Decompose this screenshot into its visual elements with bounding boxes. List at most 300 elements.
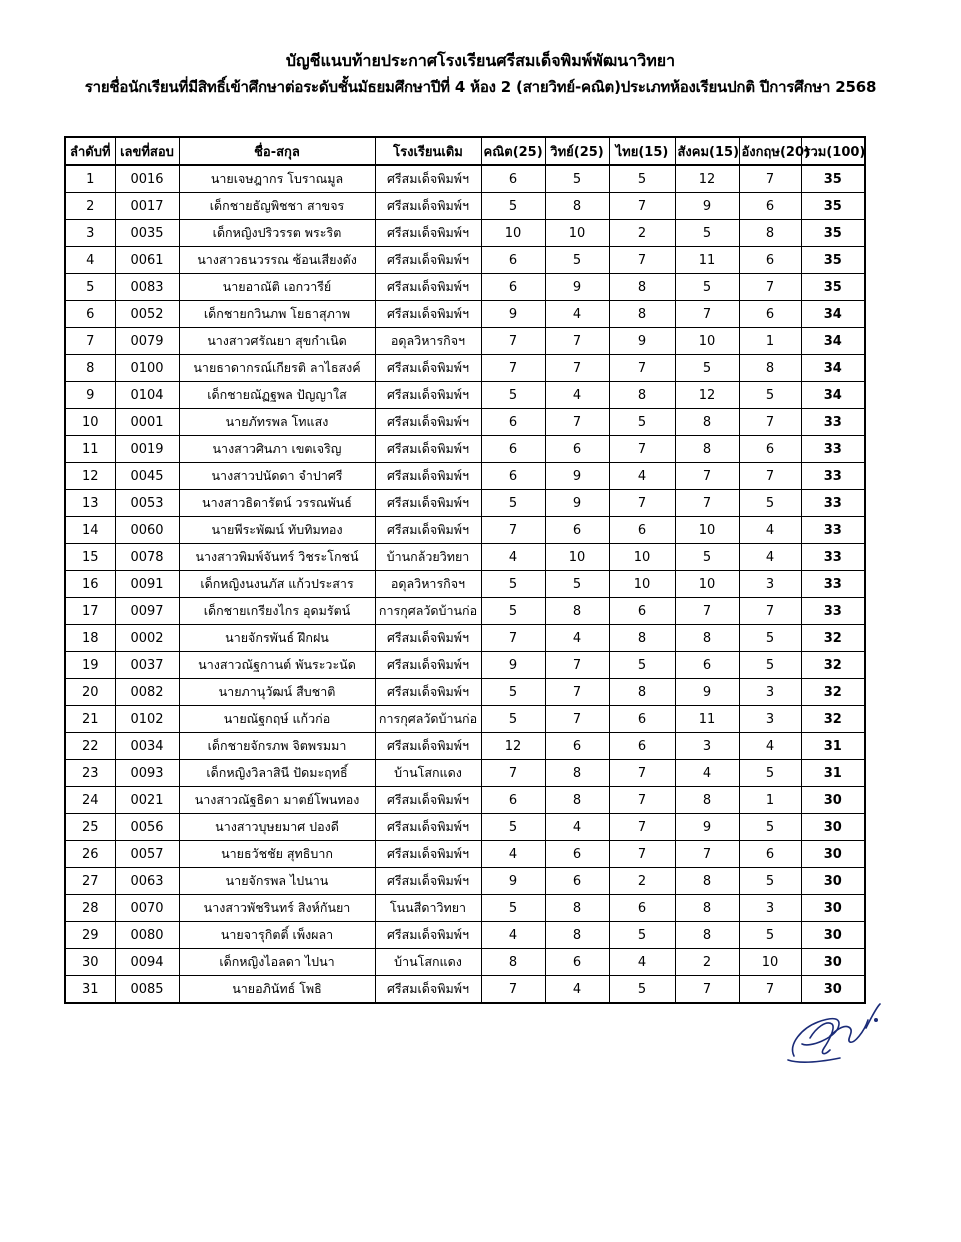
score-thai-cell: 10 [609,544,675,571]
table-row [65,841,865,868]
score-social-cell: 8 [675,868,739,895]
row-number-cell: 12 [65,463,115,490]
score-math-cell: 5 [481,814,545,841]
exam-number-cell: 0056 [115,814,179,841]
score-math-cell: 6 [481,787,545,814]
score-social-cell: 8 [675,436,739,463]
score-thai-cell: 7 [609,490,675,517]
score-math-cell: 8 [481,949,545,976]
student-name-cell: นายณัฐกฤษ์ แก้วก่อ [179,706,375,733]
score-science-cell: 8 [545,787,609,814]
score-thai-cell: 7 [609,814,675,841]
table-row [65,355,865,382]
previous-school-cell: ศรีสมเด็จพิมพ์ฯ [375,976,481,1004]
score-thai-cell: 2 [609,220,675,247]
row-number-cell: 22 [65,733,115,760]
signature-mark [780,998,890,1068]
score-social-cell: 10 [675,517,739,544]
score-thai-cell: 6 [609,517,675,544]
exam-number-cell: 0045 [115,463,179,490]
table-row [65,220,865,247]
score-math-cell: 5 [481,571,545,598]
score-math-cell: 6 [481,165,545,193]
score-total-cell: 30 [801,976,865,1004]
score-english-cell: 6 [739,841,801,868]
score-math-cell: 5 [481,193,545,220]
exam-number-cell: 0080 [115,922,179,949]
exam-number-cell: 0100 [115,355,179,382]
student-name-cell: นางสาวบุษยมาศ ปองดี [179,814,375,841]
previous-school-cell: ศรีสมเด็จพิมพ์ฯ [375,274,481,301]
score-thai-cell: 5 [609,976,675,1004]
score-science-cell: 6 [545,841,609,868]
score-thai-cell: 5 [609,409,675,436]
score-science-cell: 7 [545,652,609,679]
score-math-cell: 9 [481,652,545,679]
table-row [65,679,865,706]
table-row [65,328,865,355]
score-total-cell: 34 [801,382,865,409]
row-number-cell: 21 [65,706,115,733]
student-name-cell: นายอภินัทธ์ โพธิ [179,976,375,1004]
score-english-cell: 6 [739,247,801,274]
exam-number-cell: 0016 [115,165,179,193]
exam-number-cell: 0057 [115,841,179,868]
score-science-cell: 6 [545,949,609,976]
exam-number-cell: 0052 [115,301,179,328]
previous-school-cell: ศรีสมเด็จพิมพ์ฯ [375,165,481,193]
row-number-cell: 16 [65,571,115,598]
student-name-cell: นายธาดากรณ์เกียรติ ลาไธสงค์ [179,355,375,382]
score-english-cell: 6 [739,301,801,328]
exam-number-cell: 0083 [115,274,179,301]
row-number-cell: 4 [65,247,115,274]
score-science-cell: 9 [545,274,609,301]
previous-school-cell: ศรีสมเด็จพิมพ์ฯ [375,436,481,463]
score-thai-cell: 7 [609,787,675,814]
exam-number-cell: 0102 [115,706,179,733]
score-science-cell: 6 [545,517,609,544]
score-social-cell: 2 [675,949,739,976]
score-thai-cell: 5 [609,922,675,949]
previous-school-cell: ศรีสมเด็จพิมพ์ฯ [375,247,481,274]
column-header: คณิต(25) [481,137,545,165]
exam-number-cell: 0035 [115,220,179,247]
exam-number-cell: 0082 [115,679,179,706]
score-social-cell: 10 [675,328,739,355]
previous-school-cell: ศรีสมเด็จพิมพ์ฯ [375,220,481,247]
score-thai-cell: 8 [609,679,675,706]
exam-number-cell: 0079 [115,328,179,355]
score-thai-cell: 7 [609,841,675,868]
score-total-cell: 32 [801,706,865,733]
score-social-cell: 8 [675,409,739,436]
score-science-cell: 5 [545,165,609,193]
row-number-cell: 20 [65,679,115,706]
previous-school-cell: ศรีสมเด็จพิมพ์ฯ [375,922,481,949]
exam-number-cell: 0070 [115,895,179,922]
table-row [65,193,865,220]
previous-school-cell: การกุศลวัดบ้านก่อ [375,598,481,625]
student-name-cell: นายพีระพัฒน์ ทับทิมทอง [179,517,375,544]
column-header: สังคม(15) [675,137,739,165]
previous-school-cell: โนนสีดาวิทยา [375,895,481,922]
row-number-cell: 3 [65,220,115,247]
score-total-cell: 35 [801,274,865,301]
student-name-cell: นางสาวปนัดดา จำปาศรี [179,463,375,490]
exam-number-cell: 0061 [115,247,179,274]
previous-school-cell: ศรีสมเด็จพิมพ์ฯ [375,814,481,841]
table-row [65,409,865,436]
score-science-cell: 8 [545,922,609,949]
score-total-cell: 30 [801,868,865,895]
exam-number-cell: 0019 [115,436,179,463]
score-math-cell: 4 [481,841,545,868]
column-header: โรงเรียนเดิม [375,137,481,165]
student-name-cell: นายภานุวัฒน์ สืบชาติ [179,679,375,706]
student-name-cell: นางสาวธนวรรณ ซ้อนเสียงดัง [179,247,375,274]
score-science-cell: 8 [545,760,609,787]
score-social-cell: 8 [675,895,739,922]
score-english-cell: 4 [739,733,801,760]
score-social-cell: 5 [675,544,739,571]
score-total-cell: 32 [801,652,865,679]
score-thai-cell: 9 [609,328,675,355]
score-math-cell: 7 [481,976,545,1004]
score-social-cell: 10 [675,571,739,598]
score-total-cell: 35 [801,220,865,247]
previous-school-cell: ศรีสมเด็จพิมพ์ฯ [375,382,481,409]
student-name-cell: นายจักรพล ไปนาน [179,868,375,895]
score-math-cell: 6 [481,436,545,463]
table-row [65,517,865,544]
student-name-cell: นายภัทรพล โทแสง [179,409,375,436]
score-thai-cell: 8 [609,382,675,409]
score-science-cell: 8 [545,895,609,922]
score-science-cell: 6 [545,436,609,463]
score-science-cell: 6 [545,868,609,895]
score-thai-cell: 7 [609,760,675,787]
row-number-cell: 8 [65,355,115,382]
student-name-cell: นางสาวธิดารัตน์ วรรณพันธ์ [179,490,375,517]
student-name-cell: นางสาวพัชรินทร์ สิงห์กันยา [179,895,375,922]
score-social-cell: 7 [675,490,739,517]
row-number-cell: 29 [65,922,115,949]
score-social-cell: 8 [675,625,739,652]
table-row [65,625,865,652]
score-math-cell: 10 [481,220,545,247]
score-social-cell: 7 [675,598,739,625]
score-english-cell: 7 [739,274,801,301]
previous-school-cell: ศรีสมเด็จพิมพ์ฯ [375,625,481,652]
score-social-cell: 5 [675,220,739,247]
score-science-cell: 7 [545,409,609,436]
score-english-cell: 5 [739,922,801,949]
score-science-cell: 4 [545,814,609,841]
results-table [64,136,866,1004]
score-english-cell: 6 [739,193,801,220]
table-row [65,490,865,517]
score-social-cell: 9 [675,679,739,706]
student-name-cell: เด็กหญิงนงนภัส แก้วประสาร [179,571,375,598]
score-social-cell: 5 [675,355,739,382]
score-social-cell: 12 [675,165,739,193]
score-total-cell: 33 [801,544,865,571]
score-math-cell: 5 [481,895,545,922]
score-social-cell: 9 [675,814,739,841]
previous-school-cell: ศรีสมเด็จพิมพ์ฯ [375,193,481,220]
score-science-cell: 4 [545,382,609,409]
table-row [65,274,865,301]
column-header: เลขที่สอบ [115,137,179,165]
student-name-cell: เด็กหญิงปริวรรต พระริต [179,220,375,247]
score-total-cell: 34 [801,328,865,355]
score-social-cell: 4 [675,760,739,787]
score-social-cell: 11 [675,247,739,274]
score-english-cell: 5 [739,814,801,841]
score-science-cell: 7 [545,328,609,355]
previous-school-cell: ศรีสมเด็จพิมพ์ฯ [375,733,481,760]
student-name-cell: นางสาวศินภา เขตเจริญ [179,436,375,463]
table-row [65,463,865,490]
table-row [65,165,865,193]
score-social-cell: 7 [675,463,739,490]
score-total-cell: 33 [801,490,865,517]
previous-school-cell: ศรีสมเด็จพิมพ์ฯ [375,868,481,895]
score-thai-cell: 4 [609,949,675,976]
header-row [65,137,865,165]
table-row [65,976,865,1004]
table-header [65,137,865,165]
score-english-cell: 5 [739,868,801,895]
previous-school-cell: บ้านโสกแดง [375,760,481,787]
exam-number-cell: 0085 [115,976,179,1004]
score-total-cell: 30 [801,895,865,922]
score-english-cell: 3 [739,571,801,598]
row-number-cell: 24 [65,787,115,814]
score-science-cell: 6 [545,733,609,760]
table-row [65,571,865,598]
score-total-cell: 35 [801,165,865,193]
previous-school-cell: อดุลวิหารกิจฯ [375,571,481,598]
exam-number-cell: 0093 [115,760,179,787]
score-total-cell: 32 [801,625,865,652]
score-science-cell: 5 [545,571,609,598]
row-number-cell: 7 [65,328,115,355]
score-math-cell: 7 [481,355,545,382]
document-title: บัญชีแนบท้ายประกาศโรงเรียนศรีสมเด็จพิมพ์พัฒนาวิทยา [285,51,676,70]
student-name-cell: นางสาวพิมพ์จันทร์ วิชระโกชน์ [179,544,375,571]
score-math-cell: 5 [481,382,545,409]
previous-school-cell: อดุลวิหารกิจฯ [375,328,481,355]
score-math-cell: 7 [481,625,545,652]
score-math-cell: 7 [481,760,545,787]
score-math-cell: 5 [481,706,545,733]
score-math-cell: 7 [481,517,545,544]
score-science-cell: 8 [545,193,609,220]
score-total-cell: 30 [801,814,865,841]
score-thai-cell: 6 [609,598,675,625]
score-total-cell: 33 [801,409,865,436]
score-thai-cell: 2 [609,868,675,895]
score-math-cell: 6 [481,463,545,490]
table-row [65,814,865,841]
score-thai-cell: 7 [609,193,675,220]
exam-number-cell: 0017 [115,193,179,220]
table-row [65,787,865,814]
exam-number-cell: 0034 [115,733,179,760]
score-thai-cell: 7 [609,247,675,274]
score-thai-cell: 5 [609,165,675,193]
score-total-cell: 30 [801,949,865,976]
row-number-cell: 6 [65,301,115,328]
table-row [65,301,865,328]
row-number-cell: 23 [65,760,115,787]
score-math-cell: 4 [481,544,545,571]
score-math-cell: 6 [481,409,545,436]
score-english-cell: 5 [739,652,801,679]
score-total-cell: 35 [801,193,865,220]
score-science-cell: 5 [545,247,609,274]
score-science-cell: 9 [545,463,609,490]
student-name-cell: นายอาณัติ เอกวารีย์ [179,274,375,301]
score-math-cell: 12 [481,733,545,760]
score-social-cell: 3 [675,733,739,760]
score-science-cell: 8 [545,598,609,625]
score-total-cell: 30 [801,841,865,868]
score-english-cell: 7 [739,165,801,193]
score-math-cell: 4 [481,922,545,949]
score-thai-cell: 8 [609,301,675,328]
score-social-cell: 11 [675,706,739,733]
row-number-cell: 9 [65,382,115,409]
score-science-cell: 7 [545,355,609,382]
student-name-cell: นายธวัชชัย สุทธิบาก [179,841,375,868]
score-english-cell: 5 [739,625,801,652]
table-row [65,544,865,571]
score-social-cell: 7 [675,976,739,1004]
column-header: อังกฤษ(20) [739,137,801,165]
score-science-cell: 10 [545,544,609,571]
document-header [0,48,961,100]
score-math-cell: 6 [481,247,545,274]
score-total-cell: 30 [801,787,865,814]
exam-number-cell: 0063 [115,868,179,895]
score-social-cell: 8 [675,787,739,814]
previous-school-cell: ศรีสมเด็จพิมพ์ฯ [375,679,481,706]
student-name-cell: เด็กชายเกรียงไกร อุดมรัตน์ [179,598,375,625]
score-english-cell: 7 [739,598,801,625]
table-row [65,652,865,679]
exam-number-cell: 0060 [115,517,179,544]
score-science-cell: 4 [545,625,609,652]
score-english-cell: 7 [739,976,801,1004]
score-english-cell: 1 [739,328,801,355]
previous-school-cell: ศรีสมเด็จพิมพ์ฯ [375,787,481,814]
score-math-cell: 6 [481,274,545,301]
table-row [65,247,865,274]
score-math-cell: 9 [481,301,545,328]
score-total-cell: 34 [801,301,865,328]
exam-number-cell: 0078 [115,544,179,571]
score-english-cell: 5 [739,760,801,787]
previous-school-cell: ศรีสมเด็จพิมพ์ฯ [375,409,481,436]
exam-number-cell: 0097 [115,598,179,625]
student-name-cell: เด็กชายจักรภพ จิตพรมมา [179,733,375,760]
score-science-cell: 10 [545,220,609,247]
score-english-cell: 4 [739,517,801,544]
student-name-cell: เด็กชายธัญพิชชา สาขจร [179,193,375,220]
table-row [65,733,865,760]
score-english-cell: 5 [739,490,801,517]
student-name-cell: นางสาวศรัณยา สุขกำเนิด [179,328,375,355]
previous-school-cell: บ้านโสกแดง [375,949,481,976]
table-row [65,922,865,949]
student-name-cell: นายจักรพันธ์ ฝึกฝน [179,625,375,652]
table-row [65,868,865,895]
score-thai-cell: 7 [609,355,675,382]
row-number-cell: 26 [65,841,115,868]
score-total-cell: 33 [801,463,865,490]
table-body [65,165,865,1003]
student-name-cell: เด็กชายกวินภพ โยธาสุภาพ [179,301,375,328]
score-english-cell: 7 [739,409,801,436]
score-english-cell: 5 [739,382,801,409]
student-name-cell: นางสาวณัฐธิดา มาตย์โพนทอง [179,787,375,814]
score-thai-cell: 4 [609,463,675,490]
score-english-cell: 10 [739,949,801,976]
score-math-cell: 7 [481,328,545,355]
score-total-cell: 33 [801,436,865,463]
previous-school-cell: ศรีสมเด็จพิมพ์ฯ [375,355,481,382]
score-thai-cell: 6 [609,895,675,922]
row-number-cell: 31 [65,976,115,1004]
exam-number-cell: 0021 [115,787,179,814]
score-total-cell: 31 [801,733,865,760]
score-total-cell: 32 [801,679,865,706]
score-thai-cell: 6 [609,733,675,760]
exam-number-cell: 0037 [115,652,179,679]
exam-number-cell: 0053 [115,490,179,517]
score-science-cell: 7 [545,706,609,733]
previous-school-cell: ศรีสมเด็จพิมพ์ฯ [375,490,481,517]
score-science-cell: 9 [545,490,609,517]
score-english-cell: 8 [739,220,801,247]
exam-number-cell: 0001 [115,409,179,436]
table-row [65,949,865,976]
score-total-cell: 34 [801,355,865,382]
row-number-cell: 2 [65,193,115,220]
row-number-cell: 30 [65,949,115,976]
score-thai-cell: 7 [609,436,675,463]
table-row [65,436,865,463]
previous-school-cell: ศรีสมเด็จพิมพ์ฯ [375,301,481,328]
row-number-cell: 27 [65,868,115,895]
previous-school-cell: บ้านกล้วยวิทยา [375,544,481,571]
score-thai-cell: 5 [609,652,675,679]
column-header: ไทย(15) [609,137,675,165]
table-row [65,706,865,733]
row-number-cell: 5 [65,274,115,301]
score-english-cell: 3 [739,706,801,733]
table-row [65,760,865,787]
score-total-cell: 35 [801,247,865,274]
score-social-cell: 7 [675,301,739,328]
previous-school-cell: ศรีสมเด็จพิมพ์ฯ [375,652,481,679]
row-number-cell: 18 [65,625,115,652]
document-subtitle: รายชื่อนักเรียนที่มีสิทธิ์เข้าศึกษาต่อระดับชั้นมัธยมศึกษาปีที่ 4 ห้อง 2 (สายวิทย์-คณิต)ประเภทห้องเรียนปกติ ปีการศึกษา 2568 [84,78,877,96]
student-name-cell: นางสาวณัฐกานต์ พันระวะนัด [179,652,375,679]
